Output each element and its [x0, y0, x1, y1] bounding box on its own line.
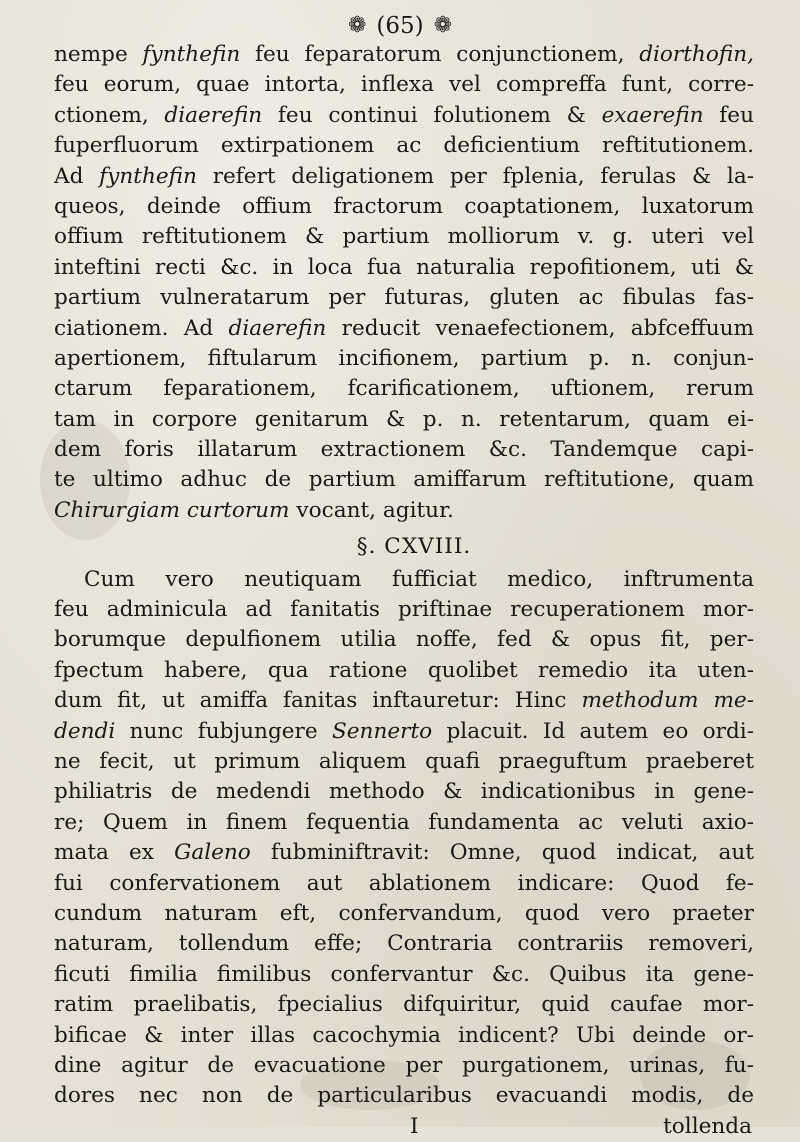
text-run: reducit venaefectionem, abfceffuum	[326, 315, 754, 341]
text-run: apertionem, fiftularum incifionem, partium p. n. conjun-	[54, 345, 754, 371]
text-line	[54, 565, 754, 595]
text-run: placuit. Id autem eo ordi-	[432, 718, 754, 744]
text-run: ctarum feparationem, fcarificationem, uftionem, rerum	[54, 376, 754, 402]
text-line	[54, 1021, 754, 1051]
text-run: refert deligationem per fplenia, ferulas & la-	[196, 163, 754, 189]
text-line	[54, 314, 754, 344]
text-run: partium vulneratarum per futuras, gluten ac fibulas fas-	[54, 285, 754, 311]
text-run: mata ex	[54, 840, 175, 866]
text-run: Ad	[54, 163, 100, 189]
text-line	[54, 899, 754, 929]
text-line	[54, 283, 754, 313]
text-line	[54, 253, 754, 283]
ornament-right-icon: ❁	[433, 13, 453, 38]
page-header	[0, 10, 800, 41]
text-run: feu eorum, quae intorta, inflexa vel compreffa funt, corre-	[54, 72, 754, 98]
ornament-left-icon: ❁	[347, 13, 367, 38]
signature-mark: I	[410, 1113, 419, 1139]
text-run: ciationem. Ad	[54, 315, 229, 341]
text-line	[54, 40, 754, 70]
text-line	[54, 465, 754, 495]
italic-phrase: methodum me-	[581, 688, 754, 714]
text-line	[54, 101, 754, 131]
text-run: dum fit, ut amiffa fanitas inftauretur: Hinc	[54, 688, 582, 714]
text-run: feu	[703, 102, 754, 128]
text-run: ratim praelibatis, fpecialius difquiritur, quid caufae mor-	[54, 992, 754, 1018]
catchword: tollenda	[663, 1113, 752, 1139]
text-run: feu continui folutionem &	[262, 102, 602, 128]
text-run: inteftini recti &c. in loca fua naturalia repofitionem, uti &	[54, 254, 754, 280]
text-run: feu feparatorum conjunctionem,	[240, 42, 640, 67]
text-line	[54, 192, 754, 222]
text-run: fpectum habere, qua ratione quolibet remedio ita uten-	[54, 657, 754, 683]
text-line	[54, 344, 754, 374]
paragraph-1	[54, 40, 754, 526]
italic-phrase: exaerefin	[601, 102, 704, 128]
text-line	[54, 656, 754, 686]
text-line	[54, 686, 754, 716]
text-line	[54, 929, 754, 959]
text-run: feu adminicula ad fanitatis priftinae recuperationem mor-	[54, 597, 754, 623]
page-number: (65)	[376, 13, 424, 39]
text-run: dores nec non de particularibus evacuandi modis, de	[54, 1083, 754, 1109]
italic-phrase: fynthefin	[99, 163, 197, 189]
text-line	[54, 625, 754, 655]
section-heading: §. CXVIII.	[356, 534, 472, 560]
text-line	[54, 435, 754, 465]
italic-phrase: Galeno	[174, 840, 251, 866]
text-run: fui confervationem aut ablationem indicare: Quod fe-	[54, 870, 754, 896]
text-run: bificae & inter illas cacochymia indicent? Ubi deinde or-	[54, 1022, 754, 1048]
text-line	[54, 595, 754, 625]
paragraph-2	[54, 565, 754, 1112]
text-run: vocant, agitur.	[289, 497, 454, 523]
text-line	[54, 1081, 754, 1111]
text-run: tam in corpore genitarum & p. n. retentarum, quam ei-	[54, 406, 754, 432]
text-line	[54, 717, 754, 747]
text-run: te ultimo adhuc de partium amiffarum reftitutione, quam	[54, 467, 754, 493]
text-run: Cum vero neutiquam fufficiat medico, inftrumenta	[84, 566, 754, 592]
text-run: naturam, tollendum effe; Contraria contrariis removeri,	[54, 931, 754, 957]
text-run: ctionem,	[54, 102, 165, 128]
italic-phrase: Chirurgiam curtorum	[54, 497, 290, 523]
text-line	[54, 838, 754, 868]
text-run: borumque depulfionem utilia noffe, fed & opus fit, per-	[54, 627, 754, 653]
text-run: dine agitur de evacuatione per purgationem, urinas, fu-	[54, 1052, 754, 1078]
text-run: cundum naturam eft, confervandum, quod vero praeter	[54, 900, 754, 926]
text-run: nunc fubjungere	[115, 718, 332, 744]
text-run: fubminiftravit: Omne, quod indicat, aut	[250, 840, 754, 866]
italic-phrase: Sennerto	[331, 718, 433, 744]
text-line	[54, 777, 754, 807]
italic-phrase: diorthofin,	[639, 42, 754, 67]
text-run: philiatris de medendi methodo & indicationibus in gene-	[54, 779, 754, 805]
text-run: ficuti fimilia fimilibus confervantur &c. Quibus ita gene-	[54, 961, 754, 987]
text-line	[54, 496, 754, 526]
italic-phrase: diaerefin	[228, 315, 327, 341]
text-run: ne fecit, ut primum aliquem quafi praeguftum praeberet	[54, 748, 754, 774]
text-line	[54, 131, 754, 161]
text-line	[54, 405, 754, 435]
text-run: queos, deinde offium fractorum coaptationem, luxatorum	[54, 193, 754, 219]
text-line	[54, 162, 754, 192]
text-line	[54, 960, 754, 990]
italic-phrase: dendi	[54, 718, 116, 744]
italic-phrase: fynthefin	[142, 42, 241, 67]
text-line	[54, 808, 754, 838]
text-line	[54, 374, 754, 404]
text-line	[54, 222, 754, 252]
text-run: nempe	[54, 42, 143, 67]
text-run: offium reftitutionem & partium molliorum v. g. uteri vel	[54, 224, 754, 250]
text-line	[54, 747, 754, 777]
text-line	[54, 1051, 754, 1081]
italic-phrase: diaerefin	[164, 102, 263, 128]
text-line	[54, 70, 754, 100]
text-run: dem foris illatarum extractionem &c. Tandemque capi-	[54, 437, 754, 463]
text-run: re; Quem in finem fequentia fundamenta ac veluti axio-	[54, 809, 754, 835]
text-line	[54, 990, 754, 1020]
body-text	[54, 40, 754, 1142]
text-line	[54, 869, 754, 899]
text-run: fuperfluorum extirpationem ac deficientium reftitutionem.	[54, 133, 754, 159]
